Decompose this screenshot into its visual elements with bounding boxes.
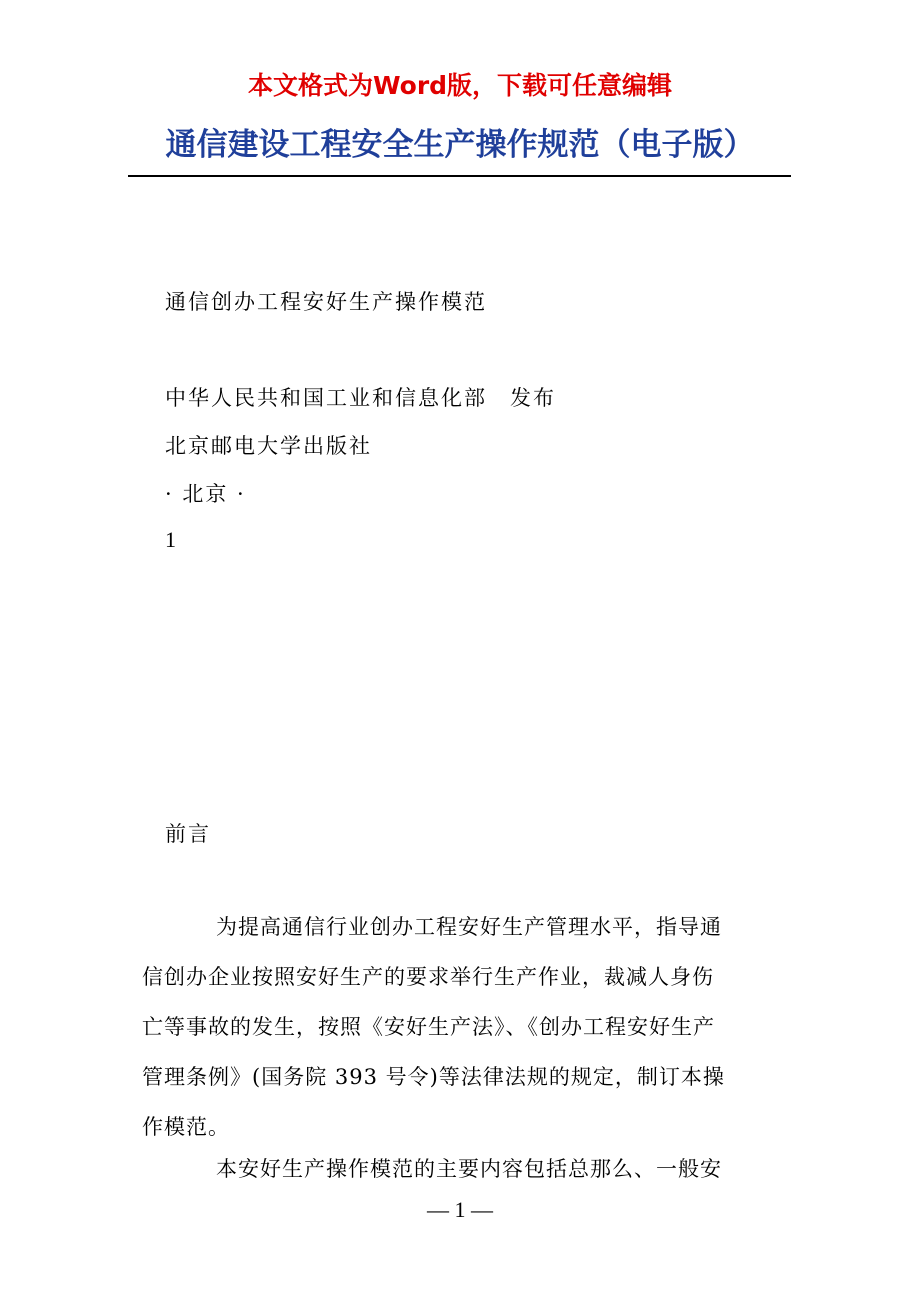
paragraph-line: 信创办企业按照安好生产的要求举行生产作业，裁减人身伤: [142, 965, 714, 989]
paragraph-line: 亡等事故的发生，按照《安好生产法》、《创办工程安好生产: [142, 1015, 715, 1039]
paragraph-line: 作模范。: [142, 1115, 230, 1139]
paragraph-line: 为提高通信行业创办工程安好生产管理水平，指导通: [216, 915, 722, 939]
cover-page-marker: 1: [165, 527, 178, 552]
preface-paragraph-2: [142, 1144, 782, 1194]
cover-publisher: 中华人民共和国工业和信息化部 发布: [165, 386, 556, 410]
page-number: — 1 —: [427, 1197, 493, 1222]
cover-press: 北京邮电大学出版社: [165, 434, 372, 458]
title-divider: [128, 175, 791, 177]
preface-heading: 前言: [165, 822, 211, 846]
cover-title: 通信创办工程安好生产操作模范: [165, 290, 487, 314]
preface-paragraph-1: [142, 902, 782, 1152]
format-banner: 本文格式为Word版，下载可任意编辑: [247, 71, 673, 100]
paragraph-line: 管理条例》(国务院 393 号令)等法律法规的规定，制订本操: [142, 1065, 725, 1089]
cover-city: · 北京 ·: [165, 482, 246, 506]
paragraph-line: 本安好生产操作模范的主要内容包括总那么、一般安: [216, 1157, 722, 1181]
document-title: 通信建设工程安全生产操作规范（电子版）: [165, 127, 755, 163]
